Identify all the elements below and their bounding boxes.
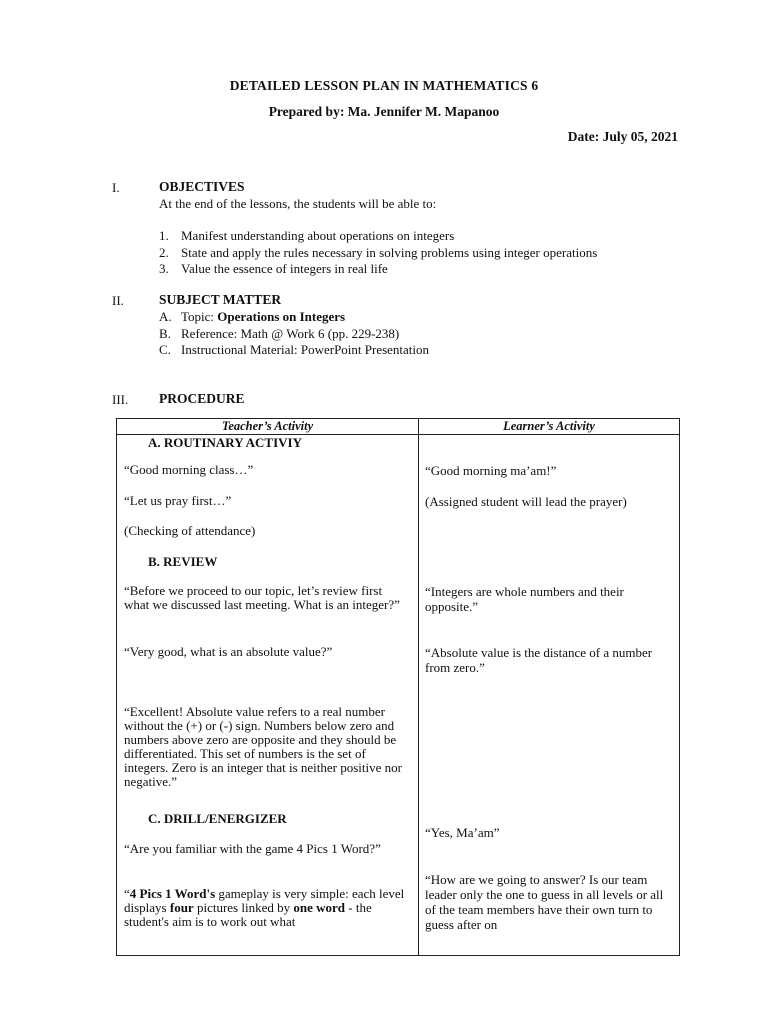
objective-number: 2.	[159, 245, 169, 260]
routinary-heading: A. ROUTINARY ACTIVIY	[148, 435, 302, 450]
learner-activity-cell	[419, 435, 680, 956]
teacher-line: “Before we proceed to our topic, let’s review first what we discussed last meeting. What is an integer?”	[124, 583, 400, 612]
subject-letter: C.	[159, 342, 171, 357]
teacher-line: (Checking of attendance)	[124, 523, 256, 538]
subject-letter: B.	[159, 326, 171, 341]
drill-heading: C. DRILL/ENERGIZER	[148, 811, 287, 826]
learner-line: “Good morning ma’am!”	[425, 463, 557, 478]
learner-column-header: Learner’s Activity	[419, 419, 680, 435]
date-label: Date: July 05, 2021	[567, 129, 678, 144]
teacher-line: “Let us pray first…”	[124, 493, 232, 508]
plain-text: gameplay is very simple: each level displays	[124, 886, 405, 915]
subject-reference: Reference: Math @ Work 6 (pp. 229-238)	[181, 326, 400, 341]
plain-text: pictures linked by	[193, 900, 294, 915]
table-header-row	[117, 419, 680, 435]
section-numeral-1: I.	[112, 180, 120, 195]
objective-item: State and apply the rules necessary in solving problems using integer operations	[181, 245, 598, 260]
objective-item: Value the essence of integers in real life	[181, 261, 388, 276]
objectives-intro: At the end of the lessons, the students will be able to:	[159, 196, 437, 211]
learner-line: “How are we going to answer? Is our team leader only the one to guess in all levels or all of the team members have their own turn to guess after on	[425, 872, 664, 932]
teacher-column-header: Teacher’s Activity	[117, 419, 419, 435]
learner-line: “Absolute value is the distance of a number from zero.”	[425, 645, 653, 675]
teacher-line: “Excellent! Absolute value refers to a real number without the (+) or (-) sign. Numbers below zero and numbers above zero are opposite and they should be differentiated. This set of numbers is the set of integers. Zero is an integer that is neither positive nor negative.”	[124, 704, 402, 789]
section-numeral-3: III.	[112, 392, 129, 407]
objectives-heading: OBJECTIVES	[159, 179, 245, 194]
document-title: DETAILED LESSON PLAN IN MATHEMATICS 6	[229, 78, 539, 93]
learner-line: “Yes, Ma’am”	[425, 825, 500, 840]
topic-label: Topic:	[181, 309, 218, 324]
learner-line: “Integers are whole numbers and their opposite.”	[425, 584, 624, 614]
bold-text: one word	[293, 900, 346, 915]
learner-line: (Assigned student will lead the prayer)	[425, 494, 627, 509]
topic-value: Operations on Integers	[217, 309, 346, 324]
procedure-table	[116, 418, 680, 956]
objective-number: 1.	[159, 228, 169, 243]
subject-topic	[181, 309, 345, 325]
subject-letter: A.	[159, 309, 172, 324]
teacher-line	[124, 887, 409, 929]
plain-text: - the student's aim is to work out what	[124, 900, 372, 929]
teacher-activity-cell	[117, 435, 419, 956]
review-heading: B. REVIEW	[148, 554, 218, 569]
teacher-line: “Good morning class…”	[124, 462, 254, 477]
table-row	[117, 435, 680, 956]
objective-number: 3.	[159, 261, 169, 276]
prepared-by: Prepared by: Ma. Jennifer M. Mapanoo	[268, 104, 500, 119]
teacher-line: “Very good, what is an absolute value?”	[124, 644, 333, 659]
subject-matter-heading: SUBJECT MATTER	[159, 292, 282, 307]
quote-mark: “	[124, 886, 130, 901]
section-numeral-2: II.	[112, 293, 124, 308]
subject-material: Instructional Material: PowerPoint Presentation	[181, 342, 430, 357]
bold-text: four	[169, 900, 194, 915]
teacher-line: “Are you familiar with the game 4 Pics 1 Word?”	[124, 841, 381, 856]
procedure-heading: PROCEDURE	[159, 391, 245, 406]
objective-item: Manifest understanding about operations on integers	[181, 228, 455, 243]
bold-text: 4 Pics 1 Word's	[129, 886, 216, 901]
